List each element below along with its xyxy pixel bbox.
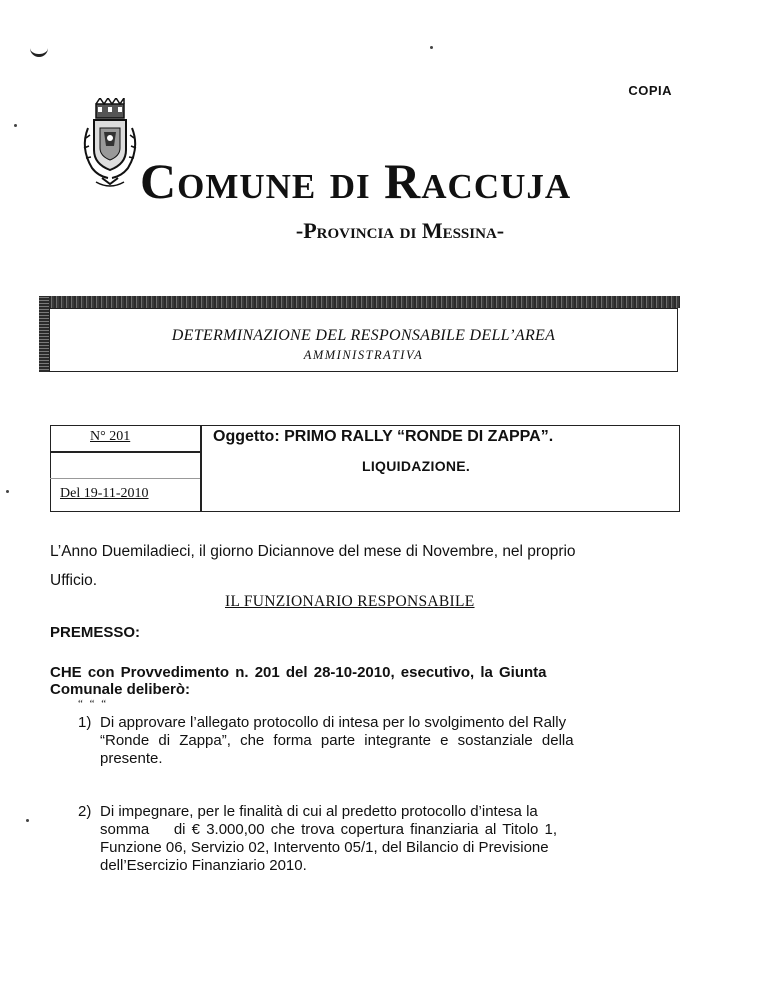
quote-marks: “ “ “: [78, 698, 109, 710]
list-item-number: 2): [78, 803, 92, 820]
municipality-title: Comune di Raccuja: [140, 153, 572, 209]
intro-text-2: Ufficio.: [50, 572, 98, 589]
intro-text: L’Anno Duemiladieci, il giorno Diciannove del mese di Novembre, nel proprio: [50, 543, 576, 560]
scan-speck: [14, 124, 17, 127]
box-shadow-top: [39, 296, 680, 308]
subject-line-2: LIQUIDAZIONE.: [362, 458, 471, 474]
list-item-text: somma di € 3.000,00 che trova copertura finanziaria al Titolo 1,: [100, 821, 558, 838]
table-divider: [50, 478, 200, 479]
resolution-text: CHE con Provvedimento n. 201 del 28-10-2010, esecutivo, la Giunta: [50, 664, 547, 681]
list-item-text: “Ronde di Zappa”, che forma parte integrante e sostanziale della: [100, 732, 574, 749]
subject-line: Oggetto: PRIMO RALLY “RONDE DI ZAPPA”.: [213, 428, 554, 445]
list-item-text: presente.: [100, 750, 163, 767]
list-item-text: dell’Esercizio Finanziario 2010.: [100, 857, 307, 874]
list-item-text: Di approvare l’allegato protocollo di intesa per lo svolgimento del Rally: [100, 714, 567, 731]
premesso-label: PREMESSO:: [50, 624, 141, 641]
resolution-text-2: Comunale deliberò:: [50, 681, 191, 698]
list-item: [78, 714, 688, 768]
determination-number: N° 201: [90, 429, 131, 444]
scan-speck: [6, 490, 9, 493]
determination-area: AMMINISTRATIVA: [303, 348, 424, 362]
box-shadow-left: [39, 296, 49, 372]
list-item-number: 1): [78, 714, 92, 731]
section-heading: IL FUNZIONARIO RESPONSABILE: [225, 593, 475, 610]
determination-title: DETERMINAZIONE DEL RESPONSABILE DELL’AREA: [171, 327, 556, 344]
table-divider: [50, 451, 200, 453]
coat-of-arms-emblem: [78, 98, 142, 192]
scan-mark: [30, 46, 48, 57]
copy-label: COPIA: [628, 83, 672, 98]
list-item-text: Di impegnare, per le finalità di cui al predetto protocollo d’intesa la: [100, 803, 538, 820]
determination-date: Del 19-11-2010: [60, 486, 149, 501]
table-divider: [200, 425, 202, 512]
list-item: [78, 803, 688, 875]
list-item-text: Funzione 06, Servizio 02, Intervento 05/1, del Bilancio di Previsione: [100, 839, 549, 856]
scan-speck: [26, 819, 29, 822]
province-subtitle: -Provincia di Messina-: [295, 218, 505, 243]
scan-speck: [430, 46, 433, 49]
